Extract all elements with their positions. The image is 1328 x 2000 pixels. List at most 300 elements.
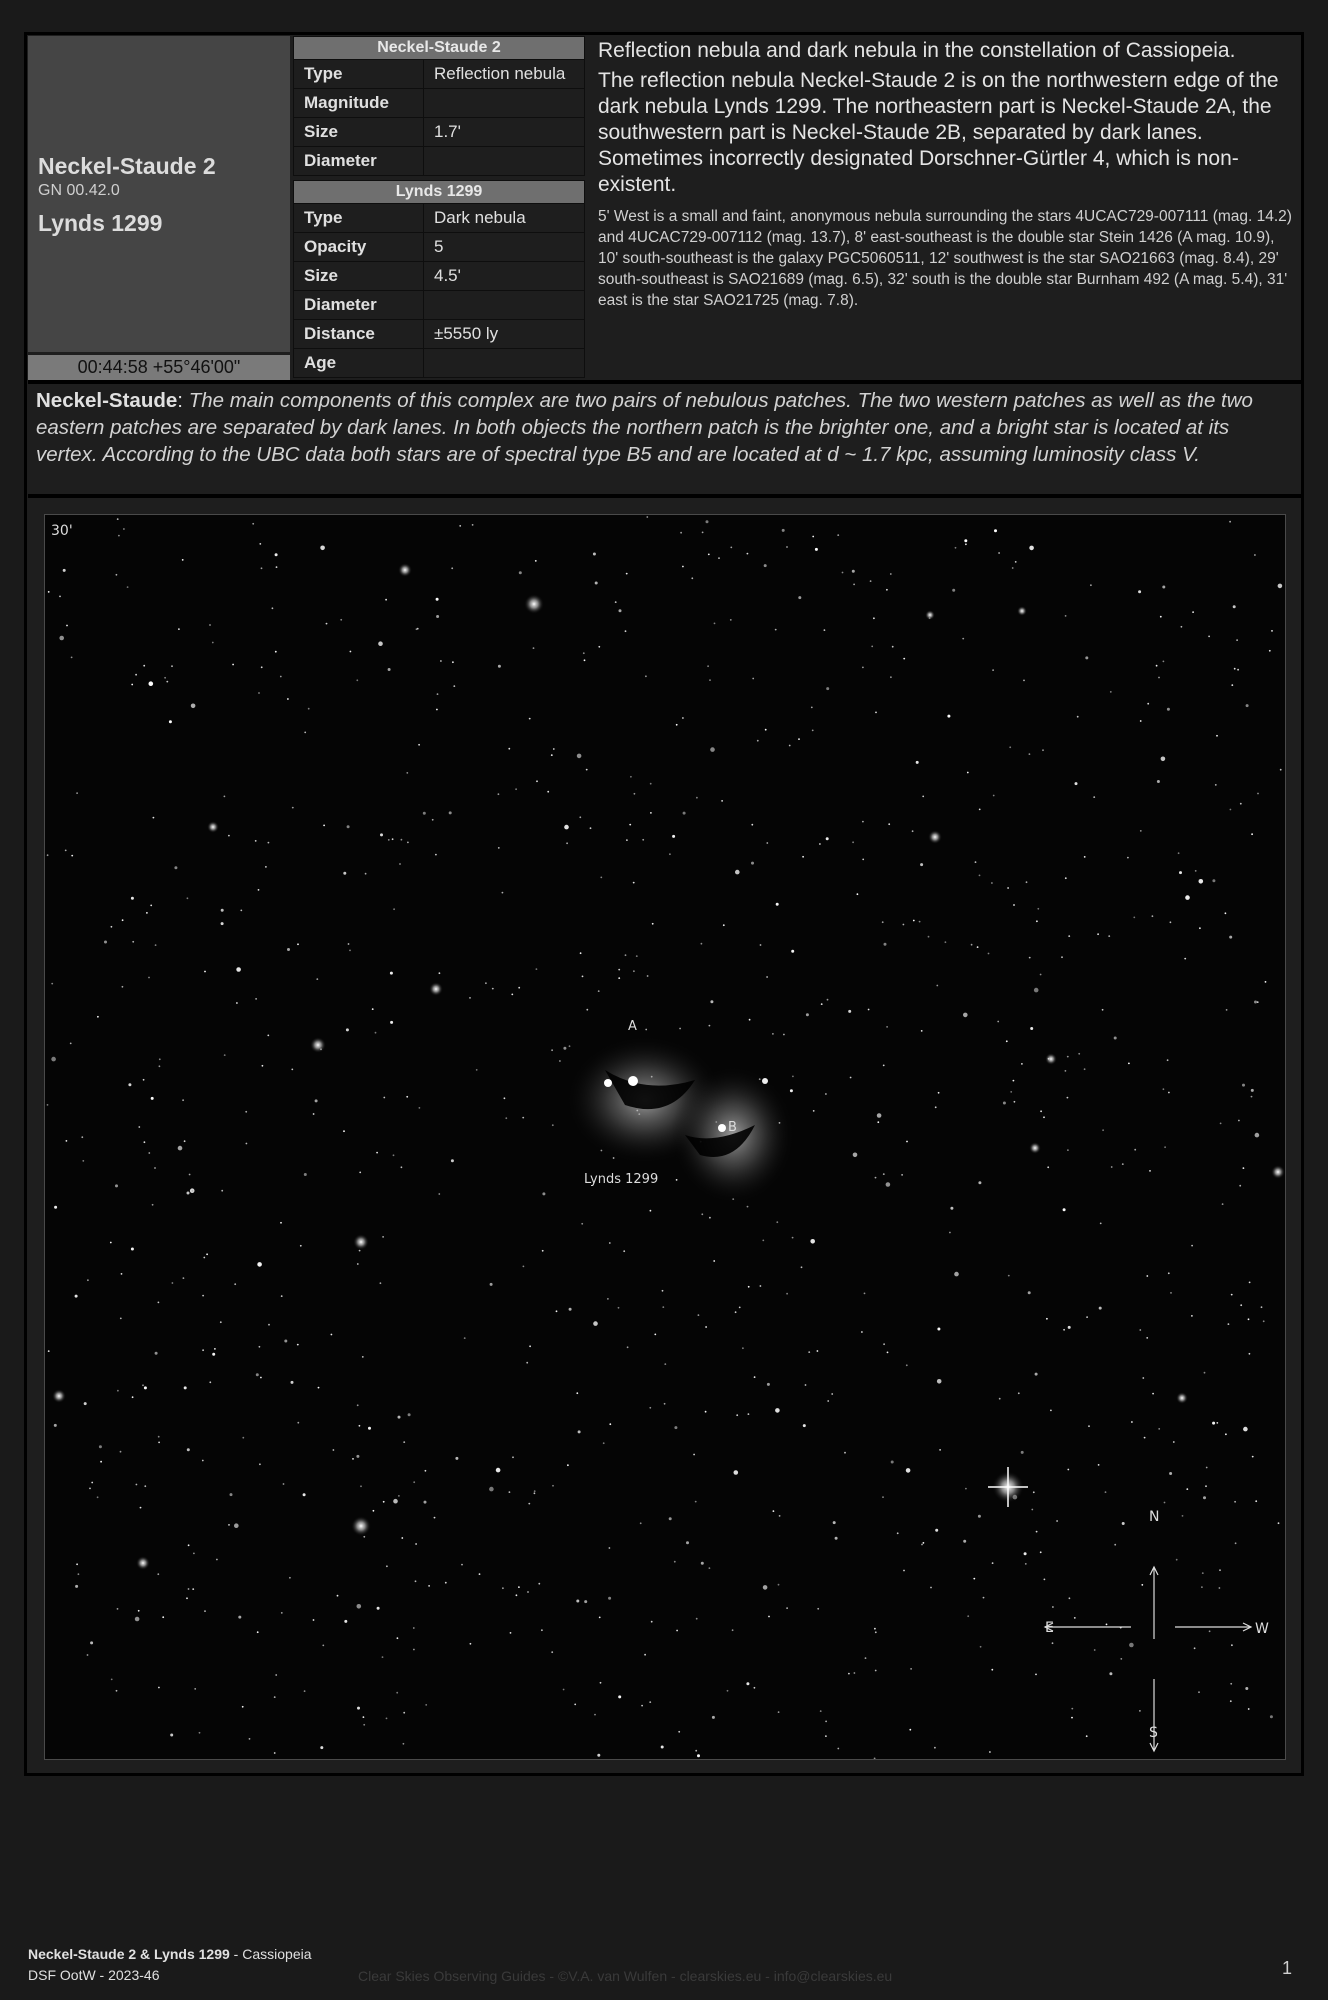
star	[1067, 1149, 1069, 1151]
star	[649, 1701, 651, 1703]
star	[232, 664, 234, 666]
star	[246, 1143, 248, 1145]
star	[66, 1140, 68, 1142]
star	[922, 796, 924, 798]
star	[783, 1034, 785, 1036]
star	[356, 1455, 359, 1458]
star	[117, 1608, 119, 1610]
star	[187, 1192, 190, 1195]
description-paragraph: Sometimes incorrectly designated Dorschner-Gürtler 4, which is non-existent.	[598, 147, 1239, 196]
footer-series: DSF OotW - 2023-46	[28, 1967, 160, 1983]
footer-object-names: Neckel-Staude 2 & Lynds 1299	[28, 1946, 230, 1962]
star	[132, 1396, 134, 1398]
table-row	[294, 233, 585, 262]
star	[1191, 1245, 1193, 1247]
star	[1040, 1110, 1042, 1112]
star	[87, 1654, 89, 1656]
star	[676, 1630, 678, 1632]
star	[577, 754, 582, 759]
star	[136, 1484, 138, 1486]
star	[1086, 1735, 1088, 1737]
star	[75, 1295, 78, 1298]
property-value: Dark nebula	[424, 204, 585, 233]
star	[882, 1496, 884, 1498]
star	[382, 1656, 384, 1658]
star-field-image	[44, 514, 1286, 1760]
star	[343, 872, 346, 875]
star	[221, 1190, 223, 1192]
star	[997, 1021, 999, 1023]
star	[527, 1591, 529, 1593]
star	[747, 1206, 749, 1208]
star	[1007, 887, 1009, 889]
star	[1249, 1282, 1251, 1284]
star	[428, 1585, 430, 1587]
star	[401, 1166, 403, 1168]
star	[230, 1493, 233, 1496]
star	[287, 698, 289, 700]
star	[650, 812, 652, 814]
star	[304, 732, 306, 734]
star	[117, 518, 119, 520]
star	[502, 892, 504, 894]
star	[1074, 1617, 1076, 1619]
star	[812, 536, 814, 538]
star	[584, 1600, 587, 1603]
star	[1176, 1559, 1178, 1561]
star	[708, 554, 710, 556]
star	[1014, 1101, 1016, 1103]
star	[609, 1423, 611, 1425]
star	[683, 812, 686, 815]
star	[120, 1451, 122, 1453]
property-value: 1.7'	[424, 118, 585, 147]
star	[1248, 1708, 1250, 1710]
object-coordinates: 00:44:58 +55°46'00"	[28, 355, 290, 380]
star	[618, 977, 620, 979]
star	[464, 1337, 466, 1339]
star	[150, 905, 152, 907]
star	[111, 1679, 113, 1681]
star	[498, 665, 501, 668]
star	[662, 1290, 664, 1292]
star	[695, 1750, 697, 1752]
star	[618, 969, 620, 971]
star	[623, 1250, 625, 1252]
star	[158, 1436, 160, 1438]
star	[553, 748, 555, 750]
star	[505, 1117, 507, 1119]
star	[122, 919, 124, 921]
star	[975, 861, 977, 863]
star	[1168, 1272, 1170, 1274]
star	[1205, 1485, 1207, 1487]
star	[873, 617, 875, 619]
star	[1263, 1320, 1265, 1322]
star	[1021, 1451, 1024, 1454]
star	[669, 1517, 672, 1520]
star	[916, 761, 919, 764]
star	[436, 709, 438, 711]
star	[645, 675, 647, 677]
star	[388, 839, 390, 841]
star	[75, 1585, 78, 1588]
star	[1161, 757, 1166, 762]
star	[182, 559, 184, 561]
star	[297, 1422, 299, 1424]
star	[403, 1712, 405, 1714]
star	[382, 1236, 384, 1238]
star	[320, 546, 325, 551]
star	[135, 1617, 140, 1622]
star	[268, 1324, 270, 1326]
star	[566, 842, 568, 844]
star	[407, 842, 409, 844]
star	[1216, 1422, 1218, 1424]
star	[82, 1160, 84, 1162]
star	[397, 1637, 399, 1639]
star	[260, 1377, 262, 1379]
star	[116, 574, 118, 576]
star	[490, 1283, 493, 1286]
star	[1013, 1080, 1015, 1082]
star	[349, 950, 351, 952]
star	[875, 712, 877, 714]
table-row	[294, 204, 585, 233]
star	[803, 1424, 806, 1427]
star	[580, 952, 582, 954]
star	[224, 796, 226, 798]
star	[967, 1615, 969, 1617]
star	[509, 1491, 511, 1493]
star	[1163, 661, 1165, 663]
description-paragraph: The reflection nebula Neckel-Staude 2 is on the northwestern edge of the dark nebula Lynds 1299. The northeastern part is Neckel-Staude 2A, the southwestern part is Neckel-Staude 2B, separated by dark lanes.	[598, 69, 1279, 144]
star	[413, 1481, 415, 1483]
star	[206, 1253, 208, 1255]
star	[255, 840, 257, 842]
star	[310, 1037, 326, 1053]
star	[883, 1343, 885, 1345]
star	[1040, 1551, 1042, 1553]
star	[802, 856, 804, 858]
star	[928, 936, 930, 938]
star	[1149, 1170, 1151, 1172]
star	[649, 1407, 651, 1409]
star	[1236, 639, 1238, 641]
star	[686, 1541, 689, 1544]
star	[199, 1732, 201, 1734]
star	[817, 1608, 819, 1610]
star	[1163, 1088, 1165, 1090]
star	[221, 922, 224, 925]
star	[597, 1754, 600, 1757]
star	[1243, 1427, 1248, 1432]
star	[154, 1167, 156, 1169]
star	[385, 599, 387, 601]
star	[373, 1510, 375, 1512]
star	[459, 525, 461, 527]
star	[151, 1097, 154, 1100]
star	[261, 567, 263, 569]
star	[439, 972, 441, 974]
star	[669, 853, 671, 855]
star	[798, 596, 801, 599]
star	[1031, 1509, 1033, 1511]
star	[662, 1306, 664, 1308]
star	[138, 1126, 140, 1128]
star	[921, 1544, 923, 1546]
star	[1105, 1491, 1107, 1493]
star	[837, 534, 839, 536]
footer-credit: Clear Skies Observing Guides - ©V.A. van Wulfen - clearskies.eu - info@clearskies.eu	[358, 1968, 893, 1984]
star	[425, 1470, 427, 1472]
star	[701, 943, 703, 945]
star	[117, 1390, 119, 1392]
star	[542, 1192, 545, 1195]
star	[766, 842, 768, 844]
star	[526, 1362, 528, 1364]
star	[890, 676, 892, 678]
star	[214, 1348, 216, 1350]
star	[757, 740, 759, 742]
star	[236, 1002, 238, 1004]
star	[542, 1250, 544, 1252]
star	[705, 1411, 707, 1413]
star	[1252, 1456, 1254, 1458]
star	[1029, 546, 1034, 551]
star	[1068, 935, 1070, 937]
star	[275, 553, 278, 556]
star	[1008, 1275, 1010, 1277]
star	[1045, 1053, 1057, 1065]
star	[47, 854, 49, 856]
star	[401, 1537, 403, 1539]
star	[333, 1449, 335, 1451]
table-row	[294, 320, 585, 349]
star	[291, 1381, 294, 1384]
star	[166, 681, 168, 683]
star	[122, 986, 124, 988]
star	[978, 1181, 981, 1184]
star	[710, 1000, 713, 1003]
star	[1139, 1710, 1141, 1712]
star	[1122, 1522, 1125, 1525]
star	[1181, 626, 1183, 628]
star	[257, 1631, 259, 1633]
star	[790, 1089, 793, 1092]
star	[1144, 1437, 1146, 1439]
star	[429, 982, 443, 996]
star	[779, 1515, 781, 1517]
star	[159, 1058, 161, 1060]
star	[979, 809, 981, 811]
star	[1052, 1606, 1054, 1608]
star	[763, 1585, 768, 1590]
star	[1110, 691, 1112, 693]
star	[536, 780, 538, 782]
label-b: B	[728, 1120, 737, 1135]
star	[734, 1470, 739, 1475]
star	[297, 943, 299, 945]
star	[909, 1729, 911, 1731]
star	[70, 1043, 72, 1045]
star	[1280, 769, 1282, 771]
star	[1170, 1292, 1172, 1294]
star	[751, 824, 753, 826]
star	[696, 1618, 698, 1620]
star	[363, 1536, 365, 1538]
property-key: Magnitude	[294, 89, 424, 118]
star	[203, 1257, 205, 1259]
star	[363, 1724, 365, 1726]
star	[234, 1523, 239, 1528]
star	[801, 1266, 803, 1268]
star	[518, 987, 520, 989]
star	[424, 1501, 427, 1504]
star	[947, 715, 950, 718]
star	[782, 529, 785, 532]
star	[1035, 1373, 1038, 1376]
star	[1077, 716, 1079, 718]
star	[920, 863, 923, 866]
star	[552, 1485, 554, 1487]
star	[1146, 1275, 1148, 1277]
star	[1067, 1056, 1069, 1058]
star	[1192, 611, 1194, 613]
star	[1178, 852, 1180, 854]
star	[634, 793, 636, 795]
star	[709, 679, 711, 681]
star	[1085, 656, 1088, 659]
page-number: 1	[1282, 1958, 1293, 1978]
star	[489, 1487, 494, 1492]
star	[989, 1751, 991, 1753]
star	[510, 1632, 512, 1634]
star	[806, 1013, 809, 1016]
star	[1046, 1318, 1048, 1320]
star	[194, 1688, 196, 1690]
star	[676, 724, 678, 726]
star	[875, 1177, 877, 1179]
star	[1158, 677, 1160, 679]
star	[284, 1340, 287, 1343]
object-name-box	[28, 36, 290, 352]
star	[901, 1174, 903, 1176]
star	[672, 835, 675, 838]
star	[1152, 915, 1154, 917]
star	[1067, 1097, 1069, 1099]
star	[242, 1706, 244, 1708]
star	[682, 566, 684, 568]
star	[1086, 1316, 1088, 1318]
property-key: Size	[294, 262, 424, 291]
star	[498, 793, 500, 795]
star	[383, 1501, 385, 1503]
star	[304, 1173, 307, 1176]
star	[884, 943, 887, 946]
property-key: Age	[294, 349, 424, 378]
star	[1240, 1304, 1242, 1306]
star	[1239, 1185, 1241, 1187]
star	[536, 968, 538, 970]
star	[252, 523, 254, 525]
star	[1071, 1708, 1073, 1710]
star	[415, 1580, 417, 1582]
star	[1133, 917, 1135, 919]
star	[749, 1019, 751, 1021]
star	[66, 625, 68, 627]
star	[998, 552, 1000, 554]
star	[1199, 927, 1201, 929]
star	[303, 1493, 306, 1496]
star	[552, 1124, 554, 1126]
star	[1179, 871, 1182, 874]
star	[322, 1645, 324, 1647]
star	[1168, 1092, 1170, 1094]
star	[1029, 753, 1031, 755]
star	[775, 629, 777, 631]
star	[209, 624, 211, 626]
star	[281, 1295, 283, 1297]
star	[399, 863, 401, 865]
star	[189, 1174, 191, 1176]
star	[143, 1079, 145, 1081]
property-value: Reflection nebula	[424, 60, 585, 89]
star	[386, 1565, 388, 1567]
star	[608, 1597, 611, 1600]
star	[1094, 1649, 1096, 1651]
star	[963, 1013, 968, 1018]
star	[351, 1516, 371, 1536]
star	[636, 955, 638, 957]
property-key: Distance	[294, 320, 424, 349]
star	[267, 1035, 269, 1037]
star	[209, 1381, 211, 1383]
star	[598, 646, 600, 648]
star	[1255, 1133, 1260, 1138]
star	[721, 800, 723, 802]
star	[157, 1573, 159, 1575]
star	[220, 1321, 222, 1323]
star	[1254, 554, 1256, 556]
star	[127, 586, 129, 588]
star	[820, 1710, 822, 1712]
star	[184, 1386, 187, 1389]
star	[148, 977, 150, 979]
star	[1015, 561, 1017, 563]
star	[1231, 684, 1233, 686]
star	[813, 1110, 815, 1112]
star	[861, 1331, 863, 1333]
star	[445, 1582, 447, 1584]
star	[515, 788, 517, 790]
star	[398, 1495, 400, 1497]
star	[1033, 1491, 1035, 1493]
star	[1202, 1572, 1204, 1574]
star	[1240, 803, 1242, 805]
star	[419, 1107, 421, 1109]
star	[52, 1389, 66, 1403]
star	[1061, 956, 1063, 958]
star	[582, 976, 584, 978]
star	[97, 1496, 99, 1498]
star	[857, 893, 859, 895]
star	[1228, 1323, 1230, 1325]
star	[348, 943, 350, 945]
star	[492, 988, 494, 990]
star	[742, 1347, 744, 1349]
star	[1195, 870, 1197, 872]
